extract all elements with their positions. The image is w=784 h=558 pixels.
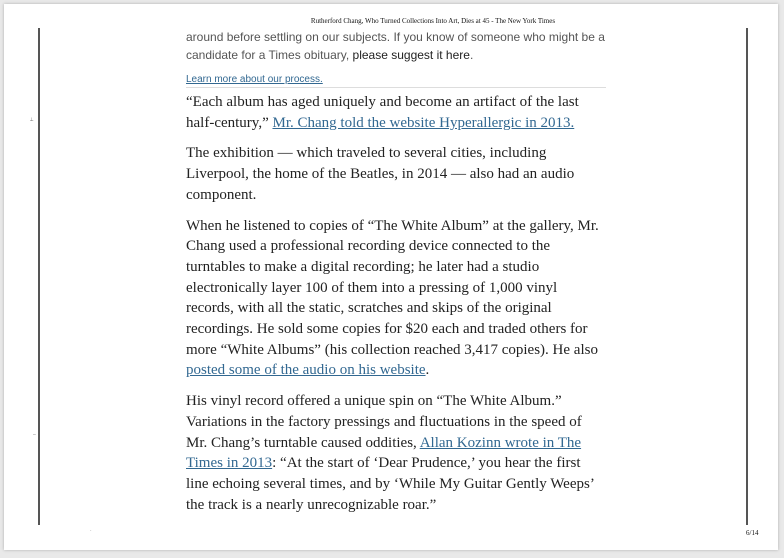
article-body [186,28,606,525]
paragraph-text-end: . [425,362,430,379]
article-paragraph [186,143,606,205]
right-margin-rule [746,28,748,525]
paragraph-text: “Each album has aged uniquely and become an artifact of the last half-century,” [186,94,579,131]
obituary-note [186,28,606,64]
paragraph-text: When he listened to copies of “The White Album” at the gallery, Mr. Chang used a professional recording device connected to the turntables to make a digital recording; he later had a studio electronically layer 100 of them into a pressing of 1,000 vinyl records, with all the static, scratches and skips of the original recordings. He sold some copies for $20 each and traded others for more “White Albums” (his collection reached 3,417 copies). He also [186,217,599,358]
margin-mark: – [33,432,36,438]
page-number: 6/14 [746,529,759,537]
paragraph-text: The exhibition — which traveled to several cities, including Liverpool, the home of the Beatles, in 2014 — also had an audio component. [186,145,575,203]
paragraph-text-end: : “At the start of ‘Dear Prudence,’ you hear the first line echoing several times, and by ‘While My Guitar Gently Weeps’ the track is a nearly unrecognizable roar.” [186,455,594,513]
hyperallergic-link[interactable]: Mr. Chang told the website Hyperallergic in 2013. [272,114,575,131]
article-paragraph [186,216,606,382]
note-text: around before settling on our subjects. If you know of someone who might be a candidate for a Times obituary, [186,30,605,62]
margin-mark: ⟂ [30,117,34,123]
paragraph-text: His vinyl record offered a unique spin on “The White Album.” Variations in the factory pressings and fluctuations in the speed of Mr. Chang’s turntable caused oddities, [186,393,582,451]
left-margin-rule [38,28,40,525]
learn-process-link[interactable]: Learn more about our process. [186,73,606,88]
margin-mark: · [90,528,92,534]
audio-website-link[interactable]: posted some of the audio on his website [186,362,426,379]
article-paragraph [186,391,606,515]
kozinn-article-link[interactable]: Allan Kozinn wrote in The Times in 2013 [186,434,582,472]
article-paragraph [186,92,606,133]
document-page [4,4,778,550]
note-text-end: . [469,48,474,62]
suggest-obituary-link[interactable]: please suggest it here [352,48,470,62]
running-header: Rutherford Chang, Who Turned Collections Into Art, Dies at 45 - The New York Times [310,17,556,25]
